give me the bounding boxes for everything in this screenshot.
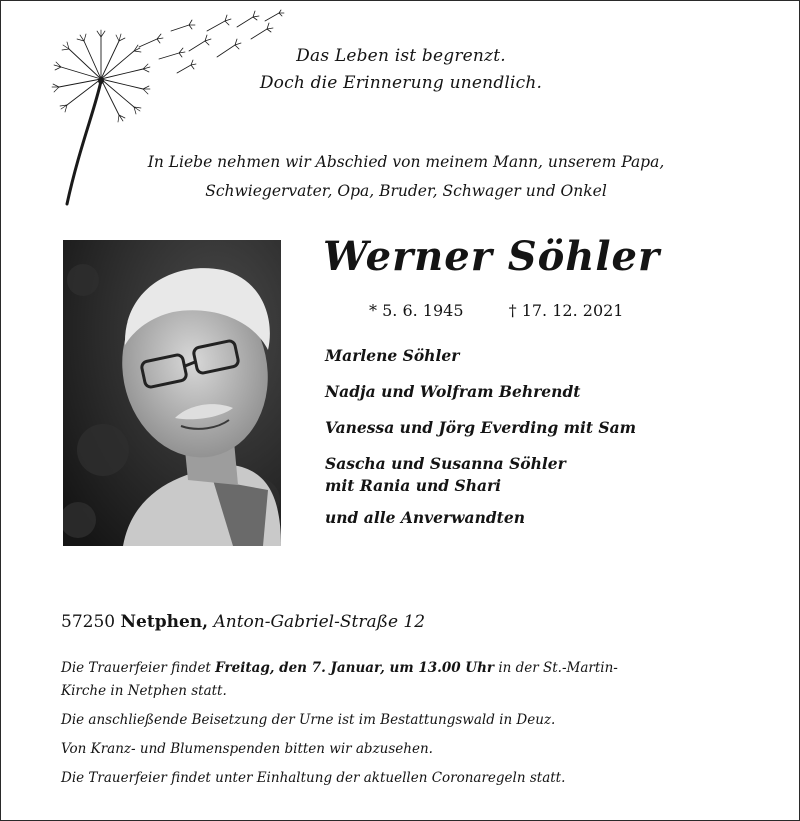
- life-dates: [369, 301, 623, 320]
- note-service-post: in der St.-Martin-: [498, 660, 618, 676]
- address-city: Netphen,: [120, 612, 209, 632]
- note-service-date: Freitag, den 7. Januar, um 13.00 Uhr: [215, 660, 495, 676]
- mourner-item: Nadja und Wolfram Behrendt: [325, 382, 581, 401]
- intro-line-2: Schwiegervater, Opa, Bruder, Schwager und Onkel: [205, 182, 607, 200]
- birth-date: * 5. 6. 1945: [369, 301, 464, 320]
- mourner-item: [325, 453, 765, 497]
- address-street: Anton-Gabriel-Straße 12: [213, 612, 426, 632]
- address-zip: 57250: [61, 612, 116, 632]
- portrait-image: [63, 240, 281, 546]
- mourner-item: Vanessa und Jörg Everding mit Sam: [325, 418, 637, 437]
- mourner-item: und alle Anverwandten: [325, 508, 525, 527]
- note-burial: Die anschließende Beisetzung der Urne ist im Bestattungswald in Deuz.: [61, 712, 556, 728]
- motto-line-2: Doch die Erinnerung unendlich.: [259, 73, 543, 93]
- mourners-list: [325, 345, 765, 543]
- note-service-line2: Kirche in Netphen statt.: [61, 683, 227, 699]
- note-corona: Die Trauerfeier findet unter Einhaltung der aktuellen Coronaregeln statt.: [61, 770, 566, 786]
- mourner-line: mit Rania und Shari: [325, 476, 502, 495]
- address: [61, 612, 425, 632]
- note-service-pre: Die Trauerfeier findet: [61, 660, 211, 676]
- intro-line-1: In Liebe nehmen wir Abschied von meinem Mann, unserem Papa,: [147, 153, 665, 171]
- note-flowers: Von Kranz- und Blumenspenden bitten wir abzusehen.: [61, 741, 433, 757]
- mourner-item: Marlene Söhler: [325, 346, 460, 365]
- deceased-name: Werner Söhler: [323, 233, 661, 280]
- portrait-photo: [63, 240, 281, 546]
- motto: [211, 43, 591, 97]
- death-date: † 17. 12. 2021: [508, 301, 624, 320]
- notes: [61, 657, 751, 796]
- mourner-line: Sascha und Susanna Söhler: [325, 454, 566, 473]
- note-service: [61, 657, 751, 703]
- intro-text: [61, 148, 751, 206]
- motto-line-1: Das Leben ist begrenzt.: [296, 46, 506, 66]
